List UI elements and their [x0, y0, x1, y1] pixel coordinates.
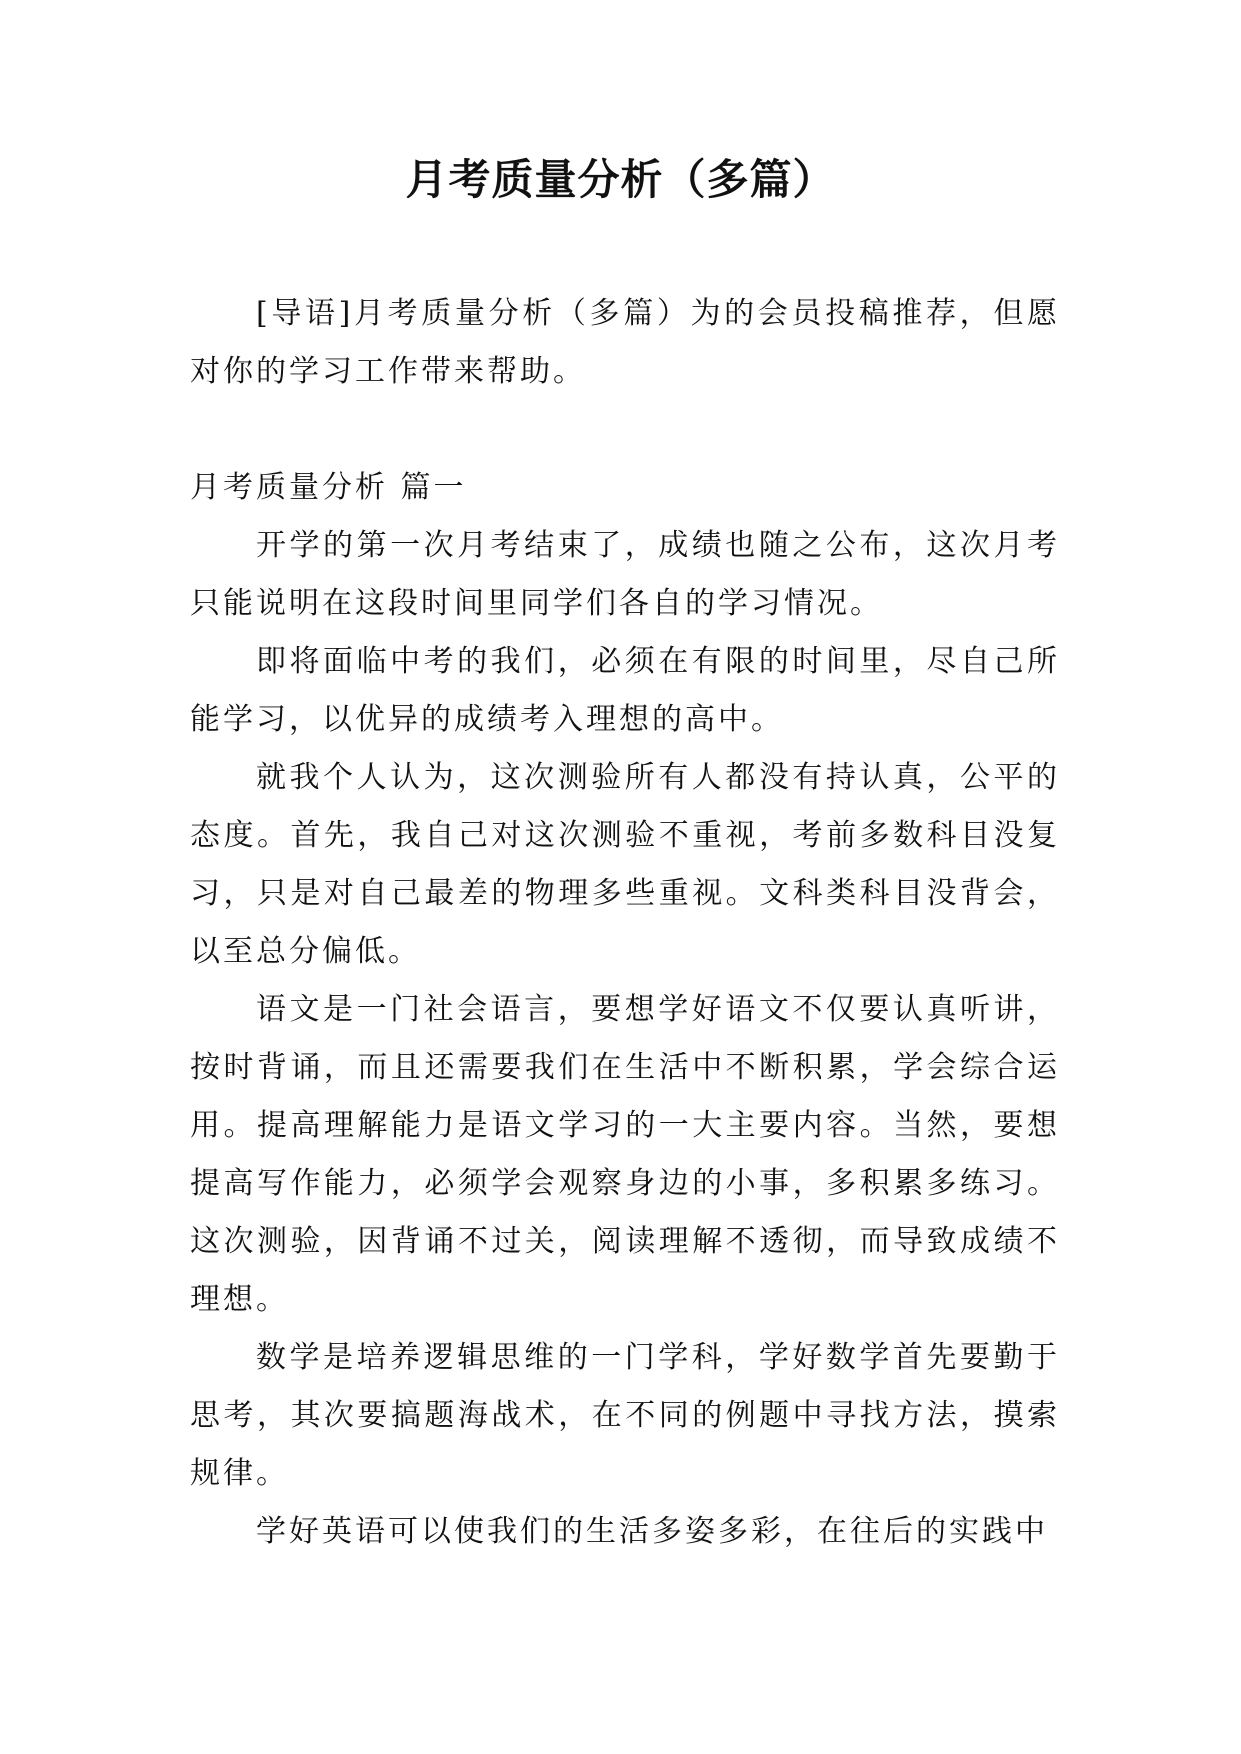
- body-paragraph-5: 数学是培养逻辑思维的一门学科，学好数学首先要勤于思考，其次要搞题海战术，在不同的例题中寻找方法，摸索规律。: [190, 1340, 1060, 1491]
- section-heading: 月考质量分析 篇一: [190, 470, 467, 505]
- body-paragraph-2: 即将面临中考的我们，必须在有限的时间里，尽自己所能学习，以优异的成绩考入理想的高中。: [190, 644, 1060, 737]
- document-body: [190, 285, 1060, 1561]
- intro-paragraph: [导语]月考质量分析（多篇）为的会员投稿推荐，但愿对你的学习工作带来帮助。: [190, 296, 1060, 389]
- body-paragraph-3: 就我个人认为，这次测验所有人都没有持认真，公平的态度。首先，我自己对这次测验不重视，考前多数科目没复习，只是对自己最差的物理多些重视。文科类科目没背会，以至总分偏低。: [190, 760, 1060, 969]
- body-paragraph-6: 学好英语可以使我们的生活多姿多彩，在往后的实践中: [256, 1514, 1048, 1549]
- body-paragraph-1: 开学的第一次月考结束了，成绩也随之公布，这次月考只能说明在这段时间里同学们各自的学习情况。: [190, 528, 1060, 621]
- document-title: 月考质量分析（多篇）: [405, 155, 836, 204]
- body-paragraph-4: 语文是一门社会语言，要想学好语文不仅要认真听讲，按时背诵，而且还需要我们在生活中不断积累，学会综合运用。提高理解能力是语文学习的一大主要内容。当然，要想提高写作能力，必须学会观察身边的小事，多积累多练习。这次测验，因背诵不过关，阅读理解不透彻，而导致成绩不理想。: [190, 992, 1060, 1317]
